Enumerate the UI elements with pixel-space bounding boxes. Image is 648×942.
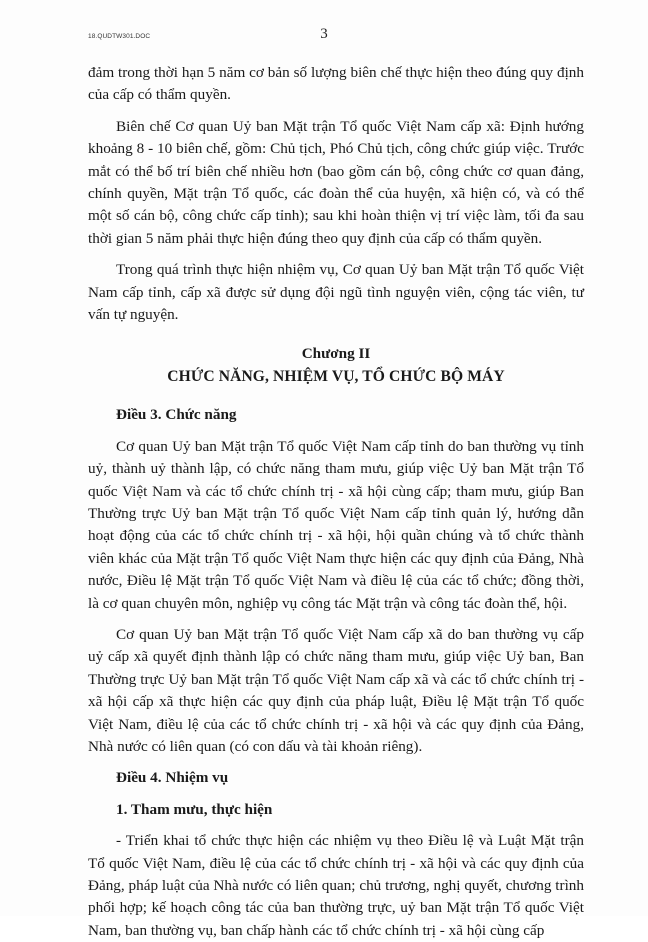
paragraph-staffing-commune: Biên chế Cơ quan Uỷ ban Mặt trận Tổ quốc Việt Nam cấp xã: Định hướng khoảng 8 - 10 biên chế, gồm: Chủ tịch, Phó Chủ tịch, công chức giúp việc. Trước mắt có thể bố trí biên chế nhiều hơn (bao gồm cán bộ, công chức cơ quan đảng, chính quyền, Mặt trận Tổ quốc, các đoàn thể của huyện, xã hiện có, và có thể một số cán bộ, công chức cấp tỉnh); sau khi hoàn thiện vị trí việc làm, tối đa sau thời gian 5 năm phải thực hiện đúng theo quy định của cấp có thẩm quyền. [88, 117, 584, 247]
paragraph-advisory-tasks: - Triển khai tổ chức thực hiện các nhiệm vụ theo Điều lệ và Luật Mặt trận Tổ quốc Việt Nam, điều lệ của các tổ chức chính trị - xã hội và các quy định của Đảng, pháp luật của Nhà nước có liên quan; chủ trương, nghị quyết, chương trình phối hợp; kế hoạch công tác của ban thường trực, uỷ ban Mặt trận Tổ quốc Việt Nam, ban thường vụ, ban chấp hành các tổ chức chính trị - xã hội cùng cấp [88, 832, 584, 939]
article-3-heading: Điều 3. Chức năng [116, 406, 237, 424]
chapter-label: Chương II [301, 345, 371, 363]
paragraph-continuation: đảm trong thời hạn 5 năm cơ bản số lượng biên chế thực hiện theo đúng quy định của cấp có thẩm quyền. [88, 64, 584, 104]
page-number: 3 [320, 26, 328, 42]
chapter-title: CHỨC NĂNG, NHIỆM VỤ, TỔ CHỨC BỘ MÁY [167, 367, 505, 385]
subsection-1-heading: 1. Tham mưu, thực hiện [116, 800, 273, 818]
paragraph-function-commune: Cơ quan Uỷ ban Mặt trận Tổ quốc Việt Nam cấp xã do ban thường vụ cấp uỷ cấp xã quyết định thành lập có chức năng tham mưu, giúp việc Uỷ ban, Ban Thường trực Uỷ ban Mặt trận Tổ quốc Việt Nam cấp xã và các tổ chức chính trị - xã hội cấp xã thực hiện các quy định của pháp luật, Điều lệ Mặt trận Tổ quốc Việt Nam, điều lệ của các tổ chức chính trị - xã hội và các quy định của Đảng, Nhà nước có liên quan (có con dấu và tài khoản riêng). [88, 625, 584, 755]
document-body [88, 62, 584, 942]
article-4-heading: Điều 4. Nhiệm vụ [116, 769, 229, 787]
file-label: 18.QUDTW301.DOC [88, 33, 151, 40]
paragraph-function-province: Cơ quan Uỷ ban Mặt trận Tổ quốc Việt Nam cấp tỉnh do ban thường vụ tỉnh uỷ, thành uỷ thành lập, có chức năng tham mưu, giúp việc Uỷ ban Mặt trận Tổ quốc Việt Nam và các tổ chức chính trị - xã hội cùng cấp; tham mưu, giúp Ban Thường trực Uỷ ban Mặt trận Tổ quốc Việt Nam cấp tỉnh quản lý, hướng dẫn hoạt động của các tổ chức chính trị - xã hội, hội quần chúng và tổ chức thành viên khác của Mặt trận Tổ quốc Việt Nam thực hiện các quy định của Đảng, Nhà nước, Điều lệ Mặt trận Tổ quốc Việt Nam và điều lệ của các tổ chức; đồng thời, là cơ quan chuyên môn, nghiệp vụ công tác Mặt trận và công tác đoàn thể, hội. [88, 437, 584, 612]
paragraph-volunteers: Trong quá trình thực hiện nhiệm vụ, Cơ quan Uỷ ban Mặt trận Tổ quốc Việt Nam cấp tỉnh, cấp xã được sử dụng đội ngũ tình nguyện viên, cộng tác viên, tư vấn tự nguyện. [88, 261, 584, 324]
